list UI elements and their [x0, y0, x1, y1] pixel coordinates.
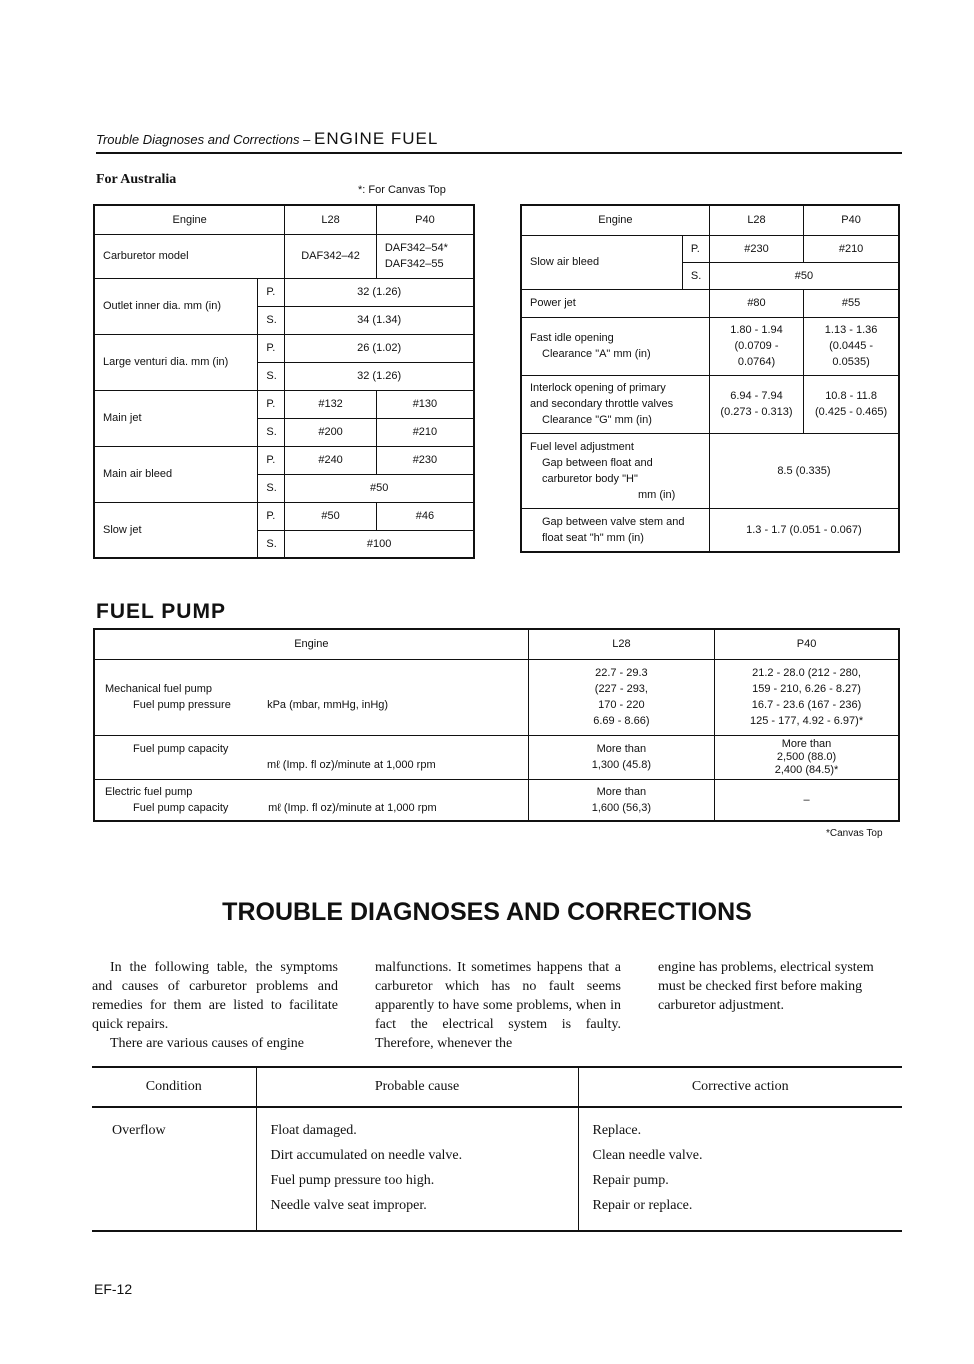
slow-jet-label: Slow jet	[94, 502, 258, 558]
main-air-bleed-primary-p40: #230	[376, 446, 474, 474]
main-jet-primary-l28: #132	[285, 390, 377, 418]
header-condition: Condition	[92, 1067, 256, 1107]
header-l28: L28	[709, 205, 803, 235]
electric-capacity-l28: More than 1,600 (56,3)	[528, 779, 714, 821]
outlet-dia-label: Outlet inner dia. mm (in)	[94, 278, 258, 334]
mechanical-pump-label: Mechanical fuel pump	[105, 683, 213, 695]
cause-item: Dirt accumulated on needle valve.	[270, 1148, 463, 1163]
fuel-level-label	[521, 433, 709, 508]
secondary-marker: S.	[258, 418, 285, 446]
intro-paragraph-1: In the following table, the symptoms and causes of carburetor problems and remedies for them are listed to facilitate quick repairs.	[92, 960, 338, 1032]
gap-valve-stem-label	[521, 508, 709, 552]
fuel-pump-table	[93, 628, 900, 822]
fuel-level-label-line1: Fuel level adjustment	[530, 440, 634, 453]
carburetor-spec-table-right	[520, 204, 900, 553]
main-jet-secondary-l28: #200	[285, 418, 377, 446]
outlet-dia-primary: 32 (1.26)	[285, 278, 474, 306]
interlock-label	[521, 375, 709, 433]
pressure-label: Fuel pump pressure	[133, 699, 231, 711]
fast-idle-label-line2: Clearance "A" mm (in)	[542, 348, 651, 360]
gap-valve-stem-label-line1: Gap between valve stem and	[542, 515, 685, 528]
fuel-level-label-line4: mm (in)	[638, 488, 676, 501]
secondary-marker: S.	[258, 474, 285, 502]
secondary-marker: S.	[258, 362, 285, 390]
carburetor-model-p40	[376, 234, 474, 278]
page-number: EF-12	[94, 1281, 133, 1297]
slow-air-bleed-label: Slow air bleed	[521, 235, 682, 289]
header-l28: L28	[528, 629, 714, 659]
venturi-dia-label: Large venturi dia. mm (in)	[94, 334, 258, 390]
pressure-unit: kPa (mbar, mmHg, inHg)	[267, 699, 389, 711]
venturi-dia-primary: 26 (1.02)	[285, 334, 474, 362]
main-jet-primary-p40: #130	[376, 390, 474, 418]
outlet-dia-secondary: 34 (1.34)	[285, 306, 474, 334]
cause-item: Needle valve seat improper.	[270, 1198, 427, 1213]
electric-capacity-p40: –	[715, 779, 899, 821]
electric-pump-label-cell	[94, 779, 528, 821]
primary-marker: P.	[682, 235, 709, 262]
intro-column-3: engine has problems, electrical system must be checked first before making carburetor adjustment.	[658, 960, 874, 1013]
probable-causes	[256, 1107, 578, 1231]
power-jet-l28: #80	[709, 289, 803, 317]
carburetor-model-p40-b: DAF342–55	[384, 258, 444, 270]
fast-idle-p40: 1.13 - 1.36 (0.0445 - 0.0535)	[804, 317, 899, 375]
slow-jet-secondary: #100	[285, 530, 474, 558]
fuel-level-label-line2: Gap between float and	[542, 456, 653, 469]
primary-marker: P.	[258, 446, 285, 474]
power-jet-p40: #55	[804, 289, 899, 317]
header-text	[96, 129, 438, 149]
capacity-l28: More than 1,300 (45.8)	[528, 735, 714, 779]
secondary-marker: S.	[258, 530, 285, 558]
interlock-label-line2: and secondary throttle valves	[530, 398, 674, 410]
electric-capacity-unit: mℓ (Imp. fl oz)/minute at 1,000 rpm	[268, 801, 437, 814]
corrective-actions	[578, 1107, 902, 1231]
gap-valve-stem-value: 1.3 - 1.7 (0.051 - 0.067)	[709, 508, 899, 552]
primary-marker: P.	[258, 502, 285, 530]
carburetor-model-l28: DAF342–42	[285, 234, 377, 278]
main-jet-label: Main jet	[94, 390, 258, 446]
gap-valve-stem-label-line2: float seat "h" mm (in)	[542, 531, 644, 544]
carburetor-model-label: Carburetor model	[94, 234, 285, 278]
cause-item: Fuel pump pressure too high.	[270, 1173, 435, 1188]
fuel-level-label-line3: carburetor body "H"	[542, 472, 638, 485]
electric-capacity-label: Fuel pump capacity	[133, 801, 229, 814]
fast-idle-l28: 1.80 - 1.94 (0.0709 - 0.0764)	[709, 317, 803, 375]
header-engine: Engine	[521, 205, 709, 235]
header-engine: Engine	[94, 205, 285, 234]
intro-column-1	[92, 958, 338, 1053]
slow-air-bleed-primary-p40: #210	[804, 235, 899, 262]
main-air-bleed-primary-l28: #240	[285, 446, 377, 474]
action-item: Replace.	[592, 1123, 642, 1138]
intro-paragraph-2: There are various causes of engine	[110, 1036, 304, 1051]
cause-item: Float damaged.	[270, 1123, 357, 1138]
capacity-label: Fuel pump capacity	[133, 743, 229, 755]
header-p40: P40	[804, 205, 899, 235]
interlock-p40: 10.8 - 11.8 (0.425 - 0.465)	[804, 375, 899, 433]
pressure-p40: 21.2 - 28.0 (212 - 280, 159 - 210, 6.26 - 8.27) 16.7 - 23.6 (167 - 236) 125 - 177, 4.92 - 6.97)*	[715, 659, 899, 735]
trouble-diagnoses-title: TROUBLE DIAGNOSES AND CORRECTIONS	[222, 898, 752, 926]
power-jet-label: Power jet	[521, 289, 709, 317]
slow-jet-primary-l28: #50	[285, 502, 377, 530]
main-air-bleed-label: Main air bleed	[94, 446, 258, 502]
action-item: Repair pump.	[592, 1173, 669, 1188]
carburetor-model-p40-a: DAF342–54*	[384, 242, 448, 254]
slow-air-bleed-primary-l28: #230	[709, 235, 803, 262]
primary-marker: P.	[258, 278, 285, 306]
slow-jet-primary-p40: #46	[376, 502, 474, 530]
capacity-label-cell	[94, 735, 528, 779]
intro-column-2: malfunctions. It sometimes happens that a carburetor which has no fault seems apparently to have some problems, when in fact the electrical system is faulty. Therefore, whenever the	[375, 960, 621, 1051]
header-l28: L28	[285, 205, 377, 234]
capacity-p40: More than 2,500 (88.0) 2,400 (84.5)*	[715, 735, 899, 779]
main-air-bleed-secondary: #50	[285, 474, 474, 502]
venturi-dia-secondary: 32 (1.26)	[285, 362, 474, 390]
interlock-label-line3: Clearance "G" mm (in)	[542, 414, 652, 426]
action-item: Clean needle valve.	[592, 1148, 703, 1163]
header-p40: P40	[715, 629, 899, 659]
interlock-l28: 6.94 - 7.94 (0.273 - 0.313)	[709, 375, 803, 433]
slow-air-bleed-secondary: #50	[709, 262, 899, 289]
australia-title: For Australia	[96, 172, 177, 187]
header-corrective-action: Corrective action	[578, 1067, 902, 1107]
electric-pump-label: Electric fuel pump	[105, 785, 193, 798]
header-probable-cause: Probable cause	[256, 1067, 578, 1107]
trouble-diagnosis-table	[92, 1066, 902, 1232]
fast-idle-label	[521, 317, 709, 375]
header-engine: Engine	[94, 629, 528, 659]
page-header	[96, 128, 902, 154]
canvas-top-note: *: For Canvas Top	[358, 184, 446, 196]
action-item: Repair or replace.	[592, 1198, 693, 1213]
primary-marker: P.	[258, 390, 285, 418]
fast-idle-label-line1: Fast idle opening	[530, 332, 614, 344]
fuel-level-value: 8.5 (0.335)	[709, 433, 899, 508]
condition-overflow: Overflow	[112, 1123, 166, 1138]
chapter-title: ENGINE FUEL	[314, 129, 439, 148]
main-jet-secondary-p40: #210	[376, 418, 474, 446]
secondary-marker: S.	[258, 306, 285, 334]
primary-marker: P.	[258, 334, 285, 362]
mechanical-pump-pressure-label	[94, 659, 528, 735]
fuel-pump-title: FUEL PUMP	[96, 600, 226, 623]
carburetor-spec-table-left	[93, 204, 475, 559]
secondary-marker: S.	[682, 262, 709, 289]
interlock-label-line1: Interlock opening of primary	[530, 382, 666, 394]
canvas-top-footnote: *Canvas Top	[826, 828, 883, 839]
header-p40: P40	[376, 205, 474, 234]
capacity-unit: mℓ (Imp. fl oz)/minute at 1,000 rpm	[267, 759, 436, 771]
pressure-l28: 22.7 - 29.3 (227 - 293, 170 - 220 6.69 - 8.66)	[528, 659, 714, 735]
section-title: Trouble Diagnoses and Corrections –	[96, 132, 311, 147]
